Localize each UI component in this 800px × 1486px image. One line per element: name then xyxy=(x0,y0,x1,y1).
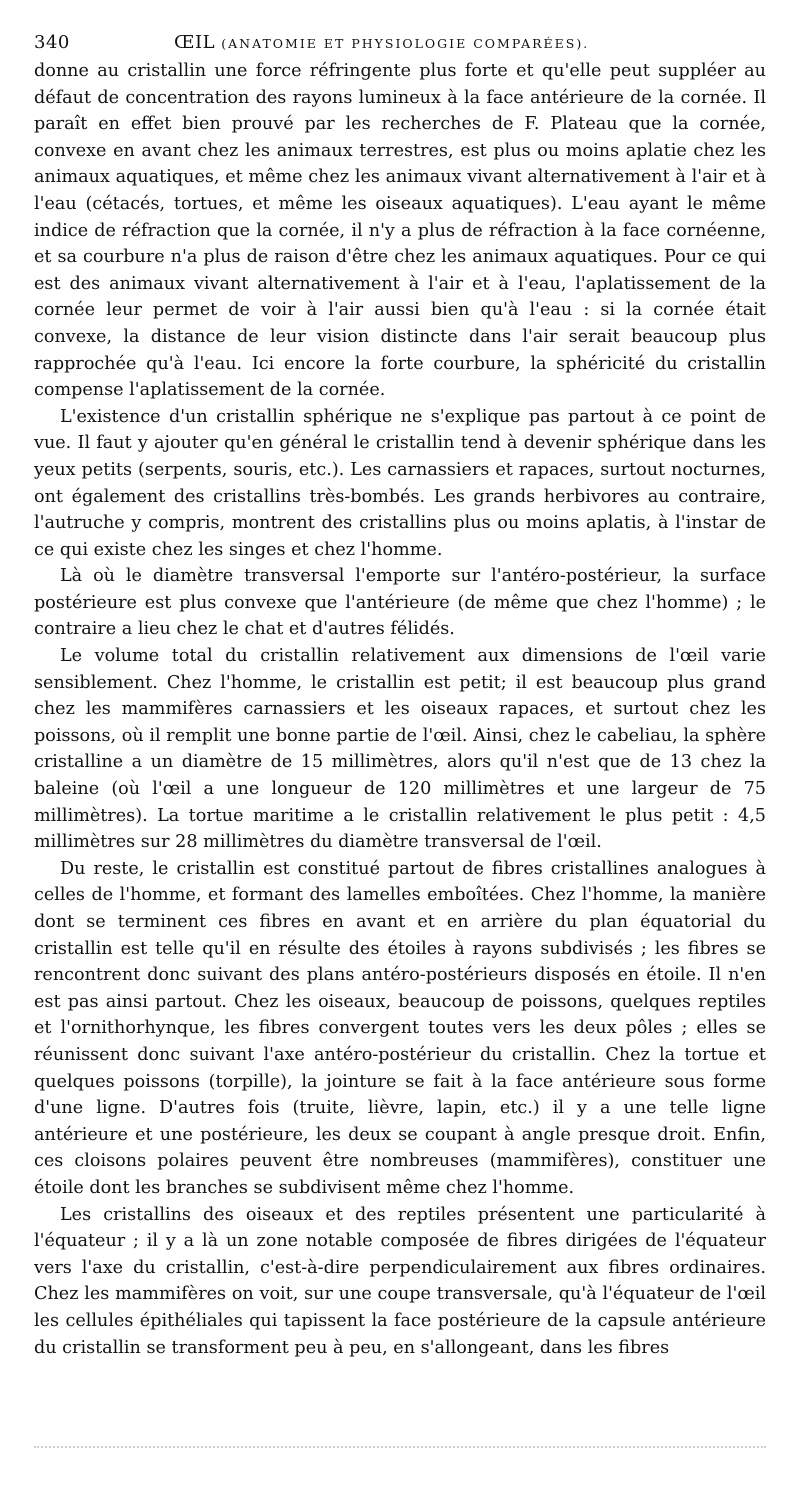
body-text xyxy=(34,58,766,1361)
running-title-sub: (ANATOMIE ET PHYSIOLOGIE COMPARÉES). xyxy=(221,36,590,51)
paragraph-3: Là où le diamètre transversal l'emporte sur l'antéro-postérieur, la surface postérieure est plus convexe que l'antérieure (de même que chez l'homme) ; le contraire a lieu chez le chat et d'autres félidés. xyxy=(34,566,766,640)
paragraph-4: Le volume total du cristallin relativement aux dimensions de l'œil varie sensiblement. Chez l'homme, le cristallin est petit; il est beaucoup plus grand chez les mammifères carnassiers et les oiseaux rapaces, et surtout chez les poissons, où il remplit une bonne partie de l'œil. Ainsi, chez le cabeliau, la sphère cristalline a un diamètre de 15 millimètres, alors qu'il n'est que de 13 chez la baleine (où l'œil a une longueur de 120 millimètres et une largeur de 75 millimètres). La tortue maritime a le cristallin relativement le plus petit : 4,5 millimètres sur 28 millimètres du diamètre transversal de l'œil. xyxy=(34,646,766,853)
page-number: 340 xyxy=(34,32,70,53)
page-bottom-specks xyxy=(34,1440,766,1448)
paragraph-1: donne au cristallin une force réfringente plus forte et qu'elle peut suppléer au défaut de concentration des rayons lumineux à la face antérieure de la cornée. Il paraît en effet bien prouvé par les recherches de F. Plateau que la cornée, convexe en avant chez les animaux terrestres, est plus ou moins aplatie chez les animaux aquatiques, et même chez les animaux vivant alternativement à l'air et à l'eau (cétacés, tortues, et même les oiseaux aquatiques). L'eau ayant le même indice de réfraction que la cornée, il n'y a plus de réfraction à la face cornéenne, et sa courbure n'a plus de raison d'être chez les animaux aquatiques. Pour ce qui est des animaux vivant alternativement à l'air et à l'eau, l'aplatissement de la cornée leur permet de voir à l'air aussi bien qu'à l'eau : si la cornée était convexe, la distance de leur vision distincte dans l'air serait beaucoup plus rapprochée qu'à l'eau. Ici encore la forte courbure, la sphéricité du cristallin compense l'aplatissement de la cornée. xyxy=(34,61,766,401)
running-head xyxy=(34,24,766,54)
paragraph-5: Du reste, le cristallin est constitué partout de fibres cristallines analogues à celles de l'homme, et formant des lamelles emboîtées. Chez l'homme, la manière dont se terminent ces fibres en avant et en arrière du plan équatorial du cristallin est telle qu'il en résulte des étoiles à rayons subdivisés ; les fibres se rencontrent donc suivant des plans antéro-postérieurs disposés en étoile. Il n'en est pas ainsi partout. Chez les oiseaux, beaucoup de poissons, quelques reptiles et l'ornithorhynque, les fibres convergent toutes vers les deux pôles ; elles se réunissent donc suivant l'axe antéro-postérieur du cristallin. Chez la tortue et quelques poissons (torpille), la jointure se fait à la face antérieure sous forme d'une ligne. D'autres fois (truite, lièvre, lapin, etc.) il y a une telle ligne antérieure et une postérieure, les deux se coupant à angle presque droit. Enfin, ces cloisons polaires peuvent être nombreuses (mammifères), constituer une étoile dont les branches se subdivisent même chez l'homme. xyxy=(34,858,766,1198)
paragraph-6: Les cristallins des oiseaux et des reptiles présentent une particularité à l'équateur ; il y a là un zone notable composée de fibres dirigées de l'équateur vers l'axe du cristallin, c'est-à-dire perpendiculairement aux fibres ordinaires. Chez les mammifères on voit, sur une coupe transversale, qu'à l'équateur de l'œil les cellules épithéliales qui tapissent la face postérieure de la capsule antérieure du cristallin se transforment peu à peu, en s'allongeant, dans les fibres xyxy=(34,1204,766,1358)
paragraph-2: L'existence d'un cristallin sphérique ne s'explique pas partout à ce point de vue. Il faut y ajouter qu'en général le cristallin tend à devenir sphérique dans les yeux petits (serpents, souris, etc.). Les carnassiers et rapaces, surtout nocturnes, ont également des cristallins très-bombés. Les grands herbivores au contraire, l'autruche y compris, montrent des cristallins plus ou moins aplatis, à l'instar de ce qui existe chez les singes et chez l'homme. xyxy=(34,406,766,560)
running-title-main: ŒIL xyxy=(174,32,216,53)
book-page xyxy=(34,24,766,1361)
running-title xyxy=(174,32,589,53)
